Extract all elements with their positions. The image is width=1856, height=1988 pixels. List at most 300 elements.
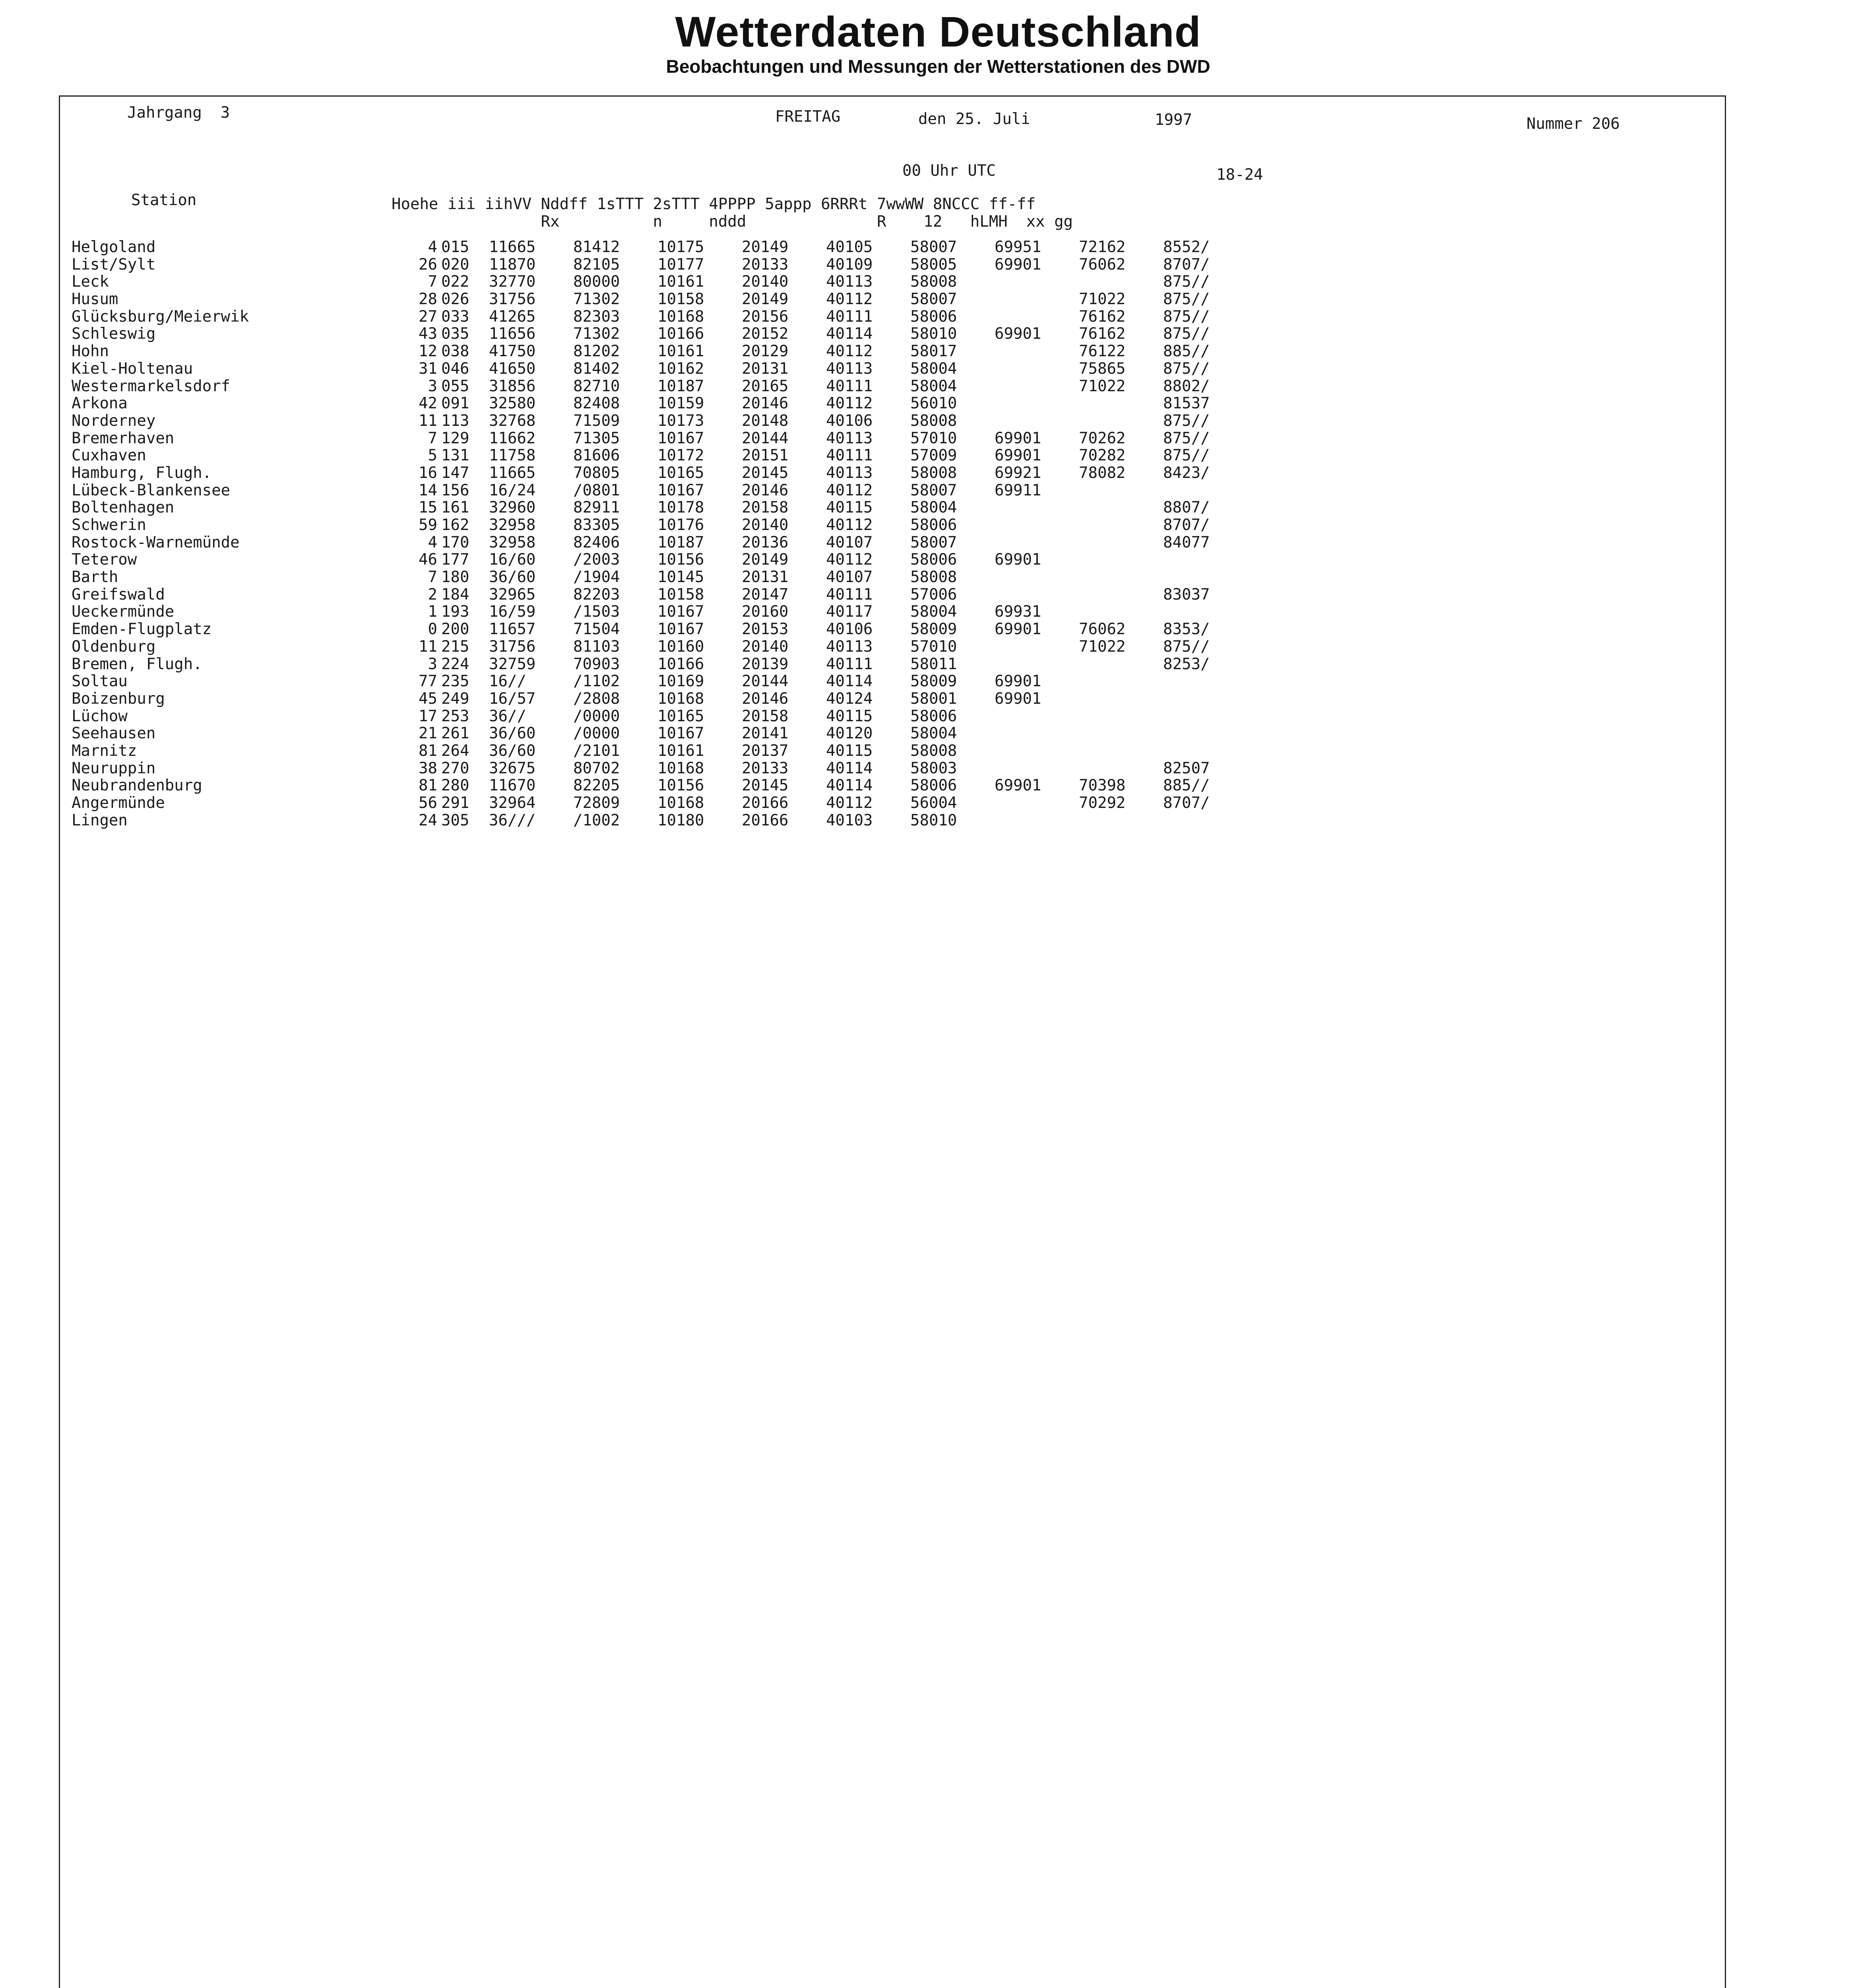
table-row [72,812,1622,829]
masthead-subtitle: Beobachtungen und Messungen der Wetterstationen des DWD [666,56,1210,77]
code-2sttt: 20140 [742,637,789,656]
code-8nccc: 875// [1163,637,1210,656]
masthead-title: Wetterdaten Deutschland [675,8,1201,56]
code-5appp: 58006 [910,777,957,795]
time-range: 18-24 [1216,166,1263,184]
code-8nccc: 8807/ [1163,499,1210,517]
station-height: 45 [419,689,437,708]
issue-number: Nummer 206 [1526,115,1620,133]
code-4pppp: 40124 [826,689,873,708]
code-1sttt: 10158 [657,290,704,309]
code-2sttt: 20146 [742,689,789,708]
code-iihvv: 36/60 [489,742,536,760]
code-nddff: /2003 [573,551,620,569]
code-7wwww [1079,708,1163,725]
code-iihvv: 41265 [489,307,536,326]
code-4pppp: 40112 [826,794,873,812]
code-2sttt: 20166 [742,794,789,812]
code-nddff: /1904 [573,568,620,586]
code-2sttt: 20140 [742,273,789,291]
code-1sttt: 10176 [657,516,704,534]
station-number: 180 [441,568,469,586]
table-row [72,239,1622,256]
station-number: 033 [441,307,469,326]
code-nddff: 80000 [573,273,620,291]
code-7wwww: 76162 [1079,307,1126,326]
code-6rrrt: 69901 [995,672,1041,691]
code-7wwww [1079,690,1163,708]
table-row [72,760,1622,777]
code-4pppp: 40113 [826,359,873,378]
code-4pppp: 40112 [826,516,873,534]
code-5appp: 58008 [910,464,957,482]
table-row [72,656,1622,673]
code-8nccc [1163,725,1274,742]
code-nddff: 83305 [573,516,620,534]
code-1sttt: 10161 [657,273,704,291]
code-nddff: /1503 [573,603,620,621]
code-7wwww [1079,725,1163,742]
code-7wwww [1079,551,1163,569]
mountain-marker [346,499,382,516]
code-4pppp: 40107 [826,533,873,551]
station-name: Rostock-Warnemünde [72,533,240,551]
code-7wwww [1079,742,1163,760]
code-4pppp: 40106 [826,412,873,430]
code-1sttt: 10166 [657,655,704,673]
code-4pppp: 40113 [826,464,873,482]
code-4pppp: 40114 [826,759,873,777]
code-7wwww: 71022 [1079,637,1126,656]
code-5appp: 58006 [910,307,957,326]
table-row [72,447,1622,464]
code-5appp: 58009 [910,672,957,691]
code-5appp: 58011 [910,655,957,673]
code-2sttt: 20131 [742,568,789,586]
code-1sttt: 10187 [657,533,704,551]
code-nddff: 71504 [573,620,620,639]
code-8nccc: 875// [1163,290,1210,309]
column-header-codes: Hoehe iii iihVV Nddff 1sTTT 2sTTT 4PPPP 5appp 6RRRt 7wwWW 8NCCC ff-ff [392,195,1036,213]
code-nddff: 82406 [573,533,620,551]
code-5appp: 58008 [910,412,957,430]
code-5appp: 58005 [910,255,957,274]
code-6rrrt: 69901 [995,429,1041,447]
code-4pppp: 40107 [826,568,873,586]
station-name: Bremerhaven [72,429,175,447]
code-4pppp: 40111 [826,307,873,326]
mountain-marker [346,239,382,256]
code-iihvv: 36/60 [489,724,536,743]
code-nddff: 82205 [573,777,620,795]
code-2sttt: 20165 [742,377,789,395]
code-2sttt: 20145 [742,777,789,795]
station-name: Arkona [72,394,128,413]
code-iihvv: 11662 [489,429,536,447]
table-row [72,569,1622,586]
code-iihvv: 32675 [489,759,536,777]
station-height: 59 [419,516,437,534]
table-row [72,412,1622,430]
code-7wwww: 75865 [1079,359,1126,378]
code-2sttt: 20136 [742,533,789,551]
code-nddff: /2101 [573,742,620,760]
code-2sttt: 20145 [742,464,789,482]
table-row [72,516,1622,534]
code-6rrrt [995,273,1079,291]
code-iihvv: 32965 [489,585,536,604]
code-iihvv: 11657 [489,620,536,639]
station-height: 0 [428,620,437,639]
station-number: 038 [441,342,469,361]
station-name: Lübeck-Blankensee [72,481,231,499]
table-row [72,603,1622,621]
station-number: 305 [441,811,469,829]
code-5appp: 57006 [910,585,957,604]
code-1sttt: 10166 [657,325,704,343]
code-1sttt: 10187 [657,377,704,395]
code-iihvv: 11670 [489,777,536,795]
code-2sttt: 20146 [742,481,789,499]
code-nddff: 81202 [573,342,620,361]
table-row [72,708,1622,725]
code-6rrrt [995,725,1079,742]
station-number: 161 [441,499,469,517]
code-4pppp: 40114 [826,672,873,691]
table-row [72,794,1622,812]
station-name: Soltau [72,672,128,691]
code-4pppp: 40115 [826,499,873,517]
station-height: 7 [428,429,437,447]
code-iihvv: 31856 [489,377,536,395]
station-name: Lüchow [72,707,128,725]
code-6rrrt [995,708,1079,725]
code-1sttt: 10180 [657,811,704,829]
station-height: 7 [428,568,437,586]
table-row [72,777,1622,794]
station-name: Cuxhaven [72,447,146,465]
station-number: 280 [441,777,469,795]
station-number: 291 [441,794,469,812]
code-5appp: 58001 [910,689,957,708]
table-row [72,395,1622,412]
code-8nccc [1163,673,1274,690]
code-7wwww: 71022 [1079,377,1126,395]
code-2sttt: 20156 [742,307,789,326]
code-2sttt: 20158 [742,707,789,725]
code-1sttt: 10167 [657,620,704,639]
code-6rrrt: 69901 [995,689,1041,708]
station-name: Neuruppin [72,759,156,777]
code-1sttt: 10165 [657,707,704,725]
code-8nccc: 8253/ [1163,655,1210,673]
code-4pppp: 40112 [826,342,873,361]
code-2sttt: 20144 [742,672,789,691]
code-2sttt: 20147 [742,585,789,604]
code-7wwww [1079,412,1163,430]
jahrgang: Jahrgang 3 [127,104,230,122]
code-iihvv: 11870 [489,255,536,274]
mountain-marker [346,291,382,308]
mountain-marker [346,621,382,638]
station-number: 091 [441,394,469,413]
code-1sttt: 10167 [657,724,704,743]
station-height: 31 [419,359,437,378]
mountain-marker [346,482,382,499]
code-2sttt: 20166 [742,811,789,829]
code-6rrrt [995,395,1079,412]
code-8nccc [1163,812,1274,829]
code-1sttt: 10168 [657,794,704,812]
mountain-marker [346,673,382,690]
code-5appp: 58008 [910,273,957,291]
code-nddff: 82303 [573,307,620,326]
code-7wwww: 70282 [1079,447,1126,465]
station-name: Norderney [72,412,156,430]
code-2sttt: 20137 [742,742,789,760]
code-nddff: 71305 [573,429,620,447]
code-1sttt: 10168 [657,689,704,708]
code-6rrrt [995,291,1079,308]
table-row [72,325,1622,343]
code-iihvv: 16/57 [489,689,536,708]
code-iihvv: 36// [489,707,526,725]
code-1sttt: 10169 [657,672,704,691]
station-name: Hohn [72,342,109,361]
code-6rrrt [995,499,1079,516]
code-1sttt: 10168 [657,307,704,326]
mountain-marker [346,603,382,621]
station-name: Neubrandenburg [72,777,202,795]
station-height: 26 [419,255,437,274]
table-row [72,378,1622,395]
code-4pppp: 40114 [826,325,873,343]
code-2sttt: 20144 [742,429,789,447]
code-2sttt: 20149 [742,551,789,569]
code-5appp: 57010 [910,637,957,656]
station-number: 026 [441,290,469,309]
mountain-marker [346,273,382,291]
code-5appp: 58003 [910,759,957,777]
mountain-marker [346,412,382,430]
station-height: 21 [419,724,437,743]
code-iihvv: 36/60 [489,568,536,586]
station-name: Schleswig [72,325,156,343]
code-2sttt: 20141 [742,724,789,743]
code-iihvv: 32770 [489,273,536,291]
station-name: Barth [72,568,118,586]
code-4pppp: 40114 [826,777,873,795]
code-8nccc [1163,482,1274,499]
code-7wwww [1079,516,1163,534]
station-height: 4 [428,238,437,256]
code-5appp: 58010 [910,325,957,343]
code-8nccc: 83037 [1163,585,1210,604]
code-iihvv: 32964 [489,794,536,812]
code-6rrrt [995,569,1079,586]
station-height: 2 [428,585,437,604]
code-5appp: 58004 [910,603,957,621]
code-iihvv: 31756 [489,290,536,309]
station-number: 261 [441,724,469,743]
code-1sttt: 10145 [657,568,704,586]
code-7wwww [1079,499,1163,516]
code-6rrrt [995,742,1079,760]
station-height: 42 [419,394,437,413]
issue-date: den 25. Juli [918,110,1030,128]
code-nddff: /1002 [573,811,620,829]
code-8nccc: 8707/ [1163,516,1210,534]
code-iihvv: 41750 [489,342,536,361]
table-row [72,534,1622,551]
code-6rrrt: 69901 [995,255,1041,274]
code-2sttt: 20148 [742,412,789,430]
code-4pppp: 40103 [826,811,873,829]
mountain-marker [346,516,382,534]
code-8nccc: 875// [1163,447,1210,465]
code-iihvv: 11758 [489,447,536,465]
table-row [72,638,1622,656]
code-5appp: 58009 [910,620,957,639]
code-nddff: 81412 [573,238,620,256]
code-nddff: 82710 [573,377,620,395]
table-row [72,464,1622,482]
code-7wwww: 76162 [1079,325,1126,343]
code-2sttt: 20151 [742,447,789,465]
code-5appp: 58006 [910,516,957,534]
code-8nccc: 8707/ [1163,794,1210,812]
station-name: Kiel-Holtenau [72,359,193,378]
code-2sttt: 20149 [742,290,789,309]
station-height: 17 [419,707,437,725]
station-number: 253 [441,707,469,725]
code-7wwww [1079,569,1163,586]
mountain-marker [346,308,382,326]
code-iihvv: 36/// [489,811,536,829]
code-1sttt: 10158 [657,585,704,604]
station-height: 14 [419,481,437,499]
code-iihvv: 32768 [489,412,536,430]
code-nddff: 80702 [573,759,620,777]
table-row [72,725,1622,742]
code-5appp: 58004 [910,499,957,517]
code-5appp: 58006 [910,707,957,725]
code-iihvv: 11656 [489,325,536,343]
code-6rrrt [995,812,1079,829]
code-6rrrt: 69901 [995,620,1041,639]
station-number: 131 [441,447,469,465]
code-nddff: /0000 [573,707,620,725]
code-nddff: 82203 [573,585,620,604]
code-4pppp: 40111 [826,655,873,673]
code-1sttt: 10167 [657,481,704,499]
station-number: 055 [441,377,469,395]
station-number: 264 [441,742,469,760]
station-number: 200 [441,620,469,639]
code-8nccc: 875// [1163,307,1210,326]
mountain-marker [346,569,382,586]
code-6rrrt: 69901 [995,777,1041,795]
code-4pppp: 40112 [826,551,873,569]
code-8nccc: 875// [1163,429,1210,447]
code-6rrrt [995,412,1079,430]
station-number: 156 [441,481,469,499]
station-name: List/Sylt [72,255,156,274]
code-nddff: 72809 [573,794,620,812]
station-height: 11 [419,412,437,430]
code-7wwww: 72162 [1079,238,1126,256]
code-iihvv: 11665 [489,238,536,256]
code-2sttt: 20129 [742,342,789,361]
code-5appp: 58006 [910,551,957,569]
code-5appp: 58004 [910,377,957,395]
code-6rrrt [995,794,1079,812]
station-number: 249 [441,689,469,708]
station-height: 3 [428,377,437,395]
column-header-codes-2: Rx n nddd R 12 hLMH xx gg [392,213,1073,231]
code-2sttt: 20133 [742,255,789,274]
code-5appp: 58007 [910,290,957,309]
code-nddff: 71302 [573,290,620,309]
code-8nccc: 84077 [1163,533,1210,551]
code-4pppp: 40112 [826,394,873,413]
code-5appp: 56004 [910,794,957,812]
code-4pppp: 40112 [826,481,873,499]
code-8nccc [1163,569,1274,586]
code-8nccc: 885// [1163,342,1210,361]
code-4pppp: 40113 [826,637,873,656]
code-nddff: /0801 [573,481,620,499]
table-row [72,690,1622,708]
code-nddff: 70805 [573,464,620,482]
station-height: 43 [419,325,437,343]
code-8nccc: 8353/ [1163,620,1210,639]
code-4pppp: 40109 [826,255,873,274]
code-1sttt: 10168 [657,759,704,777]
code-7wwww: 70262 [1079,429,1126,447]
mountain-marker [346,742,382,760]
code-1sttt: 10173 [657,412,704,430]
masthead [600,8,1276,77]
mountain-marker [346,708,382,725]
station-height: 46 [419,551,437,569]
code-1sttt: 10177 [657,255,704,274]
code-1sttt: 10172 [657,447,704,465]
code-iihvv: 32958 [489,516,536,534]
table-row [72,586,1622,604]
code-1sttt: 10175 [657,238,704,256]
code-nddff: 82911 [573,499,620,517]
code-7wwww [1079,273,1163,291]
code-6rrrt [995,343,1079,360]
code-8nccc: 8552/ [1163,238,1210,256]
station-height: 1 [428,603,437,621]
code-7wwww [1079,482,1163,499]
station-name: Ueckermünde [72,603,175,621]
code-4pppp: 40111 [826,585,873,604]
code-iihvv: 31756 [489,637,536,656]
code-2sttt: 20160 [742,603,789,621]
station-number: 177 [441,551,469,569]
code-6rrrt [995,534,1079,551]
mountain-marker [346,794,382,812]
table-row [72,360,1622,378]
station-number: 035 [441,325,469,343]
code-iihvv: 16/59 [489,603,536,621]
code-5appp: 58007 [910,481,957,499]
code-1sttt: 10178 [657,499,704,517]
code-5appp: 58007 [910,533,957,551]
